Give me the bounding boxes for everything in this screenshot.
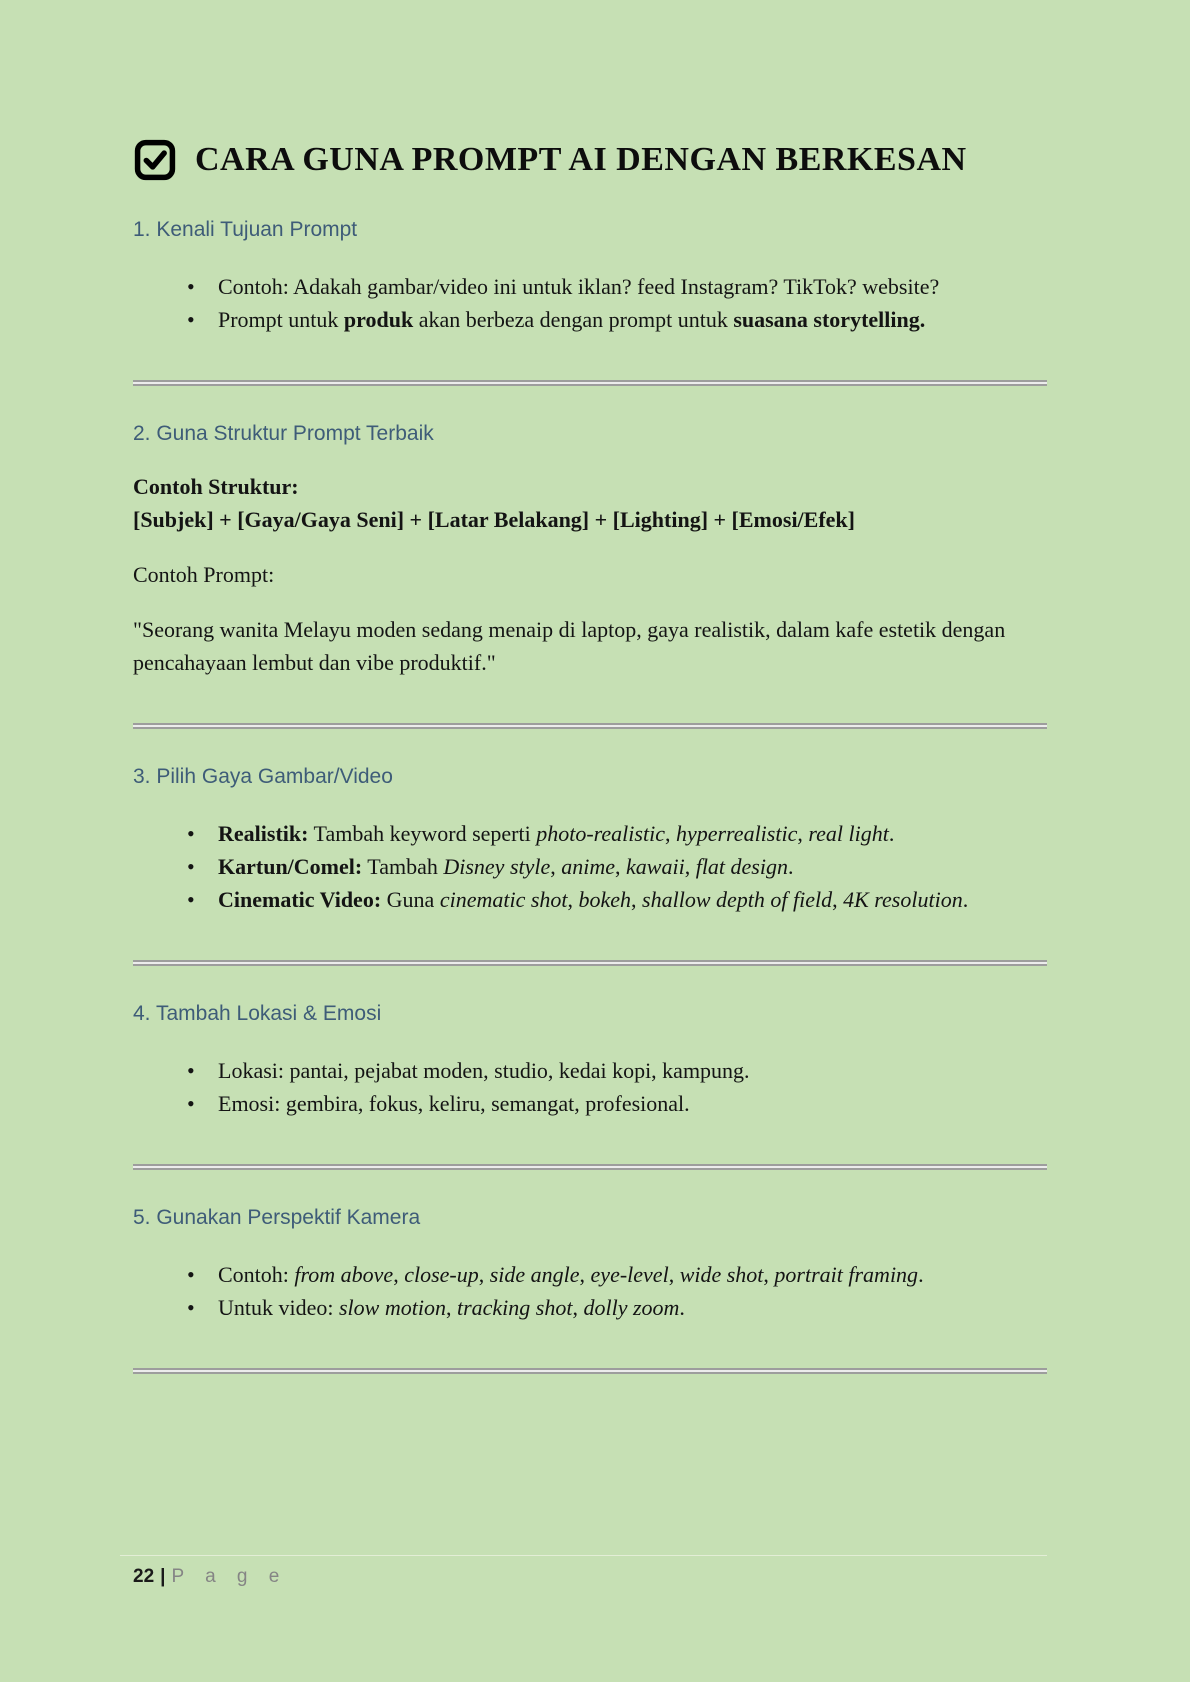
section [133, 420, 1047, 729]
paragraph: Contoh Prompt: [133, 562, 275, 587]
list-item: • Prompt untuk produk akan berbeza dengan prompt untuk suasana storytelling. [187, 303, 1047, 336]
section-heading: 4. Tambah Lokasi & Emosi [133, 1002, 382, 1025]
section [133, 1000, 1047, 1170]
list-item: • Untuk video: slow motion, tracking shot, dolly zoom. [187, 1291, 1047, 1324]
checkbox-checked-icon [133, 138, 177, 182]
list-item: • Realistik: Tambah keyword seperti photo-realistic, hyperrealistic, real light. [187, 817, 1047, 850]
page-label: P a g e [171, 1566, 288, 1587]
bullet-list [133, 270, 1047, 336]
section-heading: 3. Pilih Gaya Gambar/Video [133, 765, 393, 788]
bullet-list [133, 817, 1047, 916]
list-item: • Emosi: gembira, fokus, keliru, semangat, profesional. [187, 1087, 1047, 1120]
footer-separator [120, 1555, 1047, 1556]
section-heading: 1. Kenali Tujuan Prompt [133, 218, 358, 241]
list-item: • Kartun/Comel: Tambah Disney style, anime, kawaii, flat design. [187, 850, 1047, 883]
section-divider [133, 1368, 1047, 1374]
sections [133, 182, 1047, 1374]
footer-divider: | [160, 1566, 166, 1587]
list-item: • Cinematic Video: Guna cinematic shot, bokeh, shallow depth of field, 4K resolution. [187, 883, 1047, 916]
section [133, 763, 1047, 966]
section-divider [133, 960, 1047, 966]
section-divider [133, 380, 1047, 386]
title-row [133, 138, 1047, 182]
footer-text [133, 1566, 1047, 1588]
page-title: CARA GUNA PROMPT AI DENGAN BERKESAN [195, 141, 967, 178]
section-divider [133, 1164, 1047, 1170]
page-number: 22 [133, 1566, 155, 1587]
section-heading: 2. Guna Struktur Prompt Terbaik [133, 422, 434, 445]
list-item: • Contoh: Adakah gambar/video ini untuk iklan? feed Instagram? TikTok? website? [187, 270, 1047, 303]
page-footer [133, 1555, 1047, 1682]
section-divider [133, 723, 1047, 729]
paragraph: Contoh Struktur: [Subjek] + [Gaya/Gaya Seni] + [Latar Belakang] + [Lighting] + [Emosi/Efek] [133, 474, 855, 532]
list-item: • Lokasi: pantai, pejabat moden, studio, kedai kopi, kampung. [187, 1054, 1047, 1087]
section-heading: 5. Gunakan Perspektif Kamera [133, 1206, 421, 1229]
section [133, 1204, 1047, 1374]
section [133, 216, 1047, 386]
paragraph: "Seorang wanita Melayu moden sedang menaip di laptop, gaya realistik, dalam kafe estetik dengan pencahayaan lembut dan vibe produktif." [133, 617, 1006, 675]
list-item: • Contoh: from above, close-up, side angle, eye-level, wide shot, portrait framing. [187, 1258, 1047, 1291]
bullet-list [133, 1258, 1047, 1324]
bullet-list [133, 1054, 1047, 1120]
